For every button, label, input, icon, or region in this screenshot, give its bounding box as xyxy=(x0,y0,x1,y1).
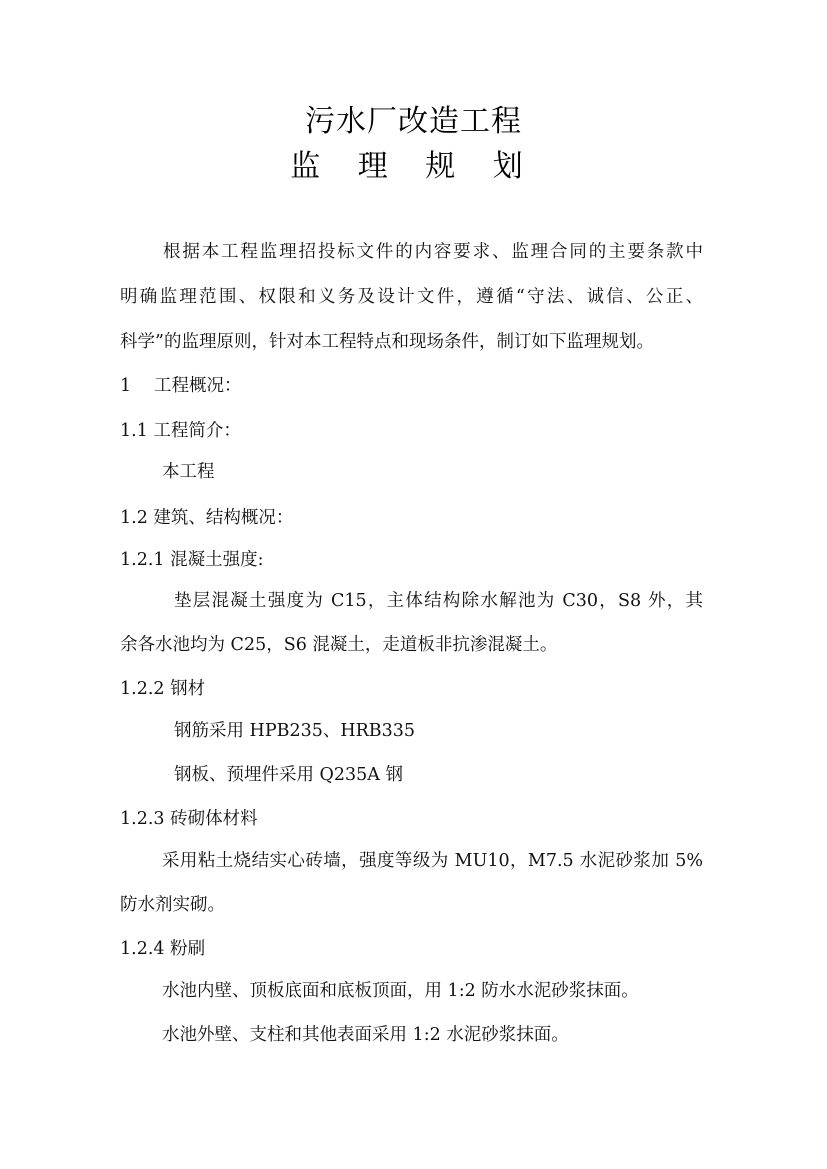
section-1-2-1-heading: 1.2.1 混凝土强度: xyxy=(120,550,264,570)
section-1-2-4-heading: 1.2.4 粉刷 xyxy=(120,939,206,959)
section-1-heading xyxy=(120,374,710,398)
section-1-2-3-line-1: 采用粘土烧结实心砖墙，强度等级为 MU10，M7.5 水泥砂浆加 5% xyxy=(162,851,703,871)
section-1-2-1-line-1: 垫层混凝土强度为 C15，主体结构除水解池为 C30，S8 外，其 xyxy=(174,591,703,611)
document-title: 污水厂改造工程 xyxy=(305,104,522,139)
section-1-1-heading: 1.1 工程简介： xyxy=(120,421,241,441)
section-1-2-4-line-2: 水池外壁、支柱和其他表面采用 1:2 水泥砂浆抹面。 xyxy=(162,1025,569,1045)
section-1-number: 1 xyxy=(120,376,132,396)
section-1-2-3-line-2: 防水剂实砌。 xyxy=(120,895,225,915)
section-1-2-3-heading: 1.2.3 砖砌体材料 xyxy=(120,809,258,829)
section-1-2-1-line-2: 余各水池均为 C25，S6 混凝土，走道板非抗渗混凝土。 xyxy=(120,635,558,655)
section-1-2-2-line-1: 钢筋采用 HPB235、HRB335 xyxy=(174,721,416,741)
document-subtitle: 监 理 规 划 xyxy=(290,149,537,184)
intro-line-3: 科学”的监理原则，针对本工程特点和现场条件，制订如下监理规划。 xyxy=(120,332,654,352)
intro-line-2: 明确监理范围、权限和义务及设计文件，遵循“守法、诚信、公正、 xyxy=(120,287,703,307)
intro-line-1: 根据本工程监理招投标文件的内容要求、监理合同的主要条款中 xyxy=(163,242,703,262)
section-1-1-body: 本工程 xyxy=(162,462,215,482)
section-1-2-4-line-1: 水池内壁、顶板底面和底板顶面，用 1:2 防水水泥砂浆抹面。 xyxy=(162,981,639,1001)
section-1-2-2-line-2: 钢板、预埋件采用 Q235A 钢 xyxy=(174,765,404,785)
section-1-title: 工程概况： xyxy=(154,376,242,396)
section-1-2-heading: 1.2 建筑、结构概况： xyxy=(120,508,294,528)
section-1-2-2-heading: 1.2.2 钢材 xyxy=(120,679,206,699)
